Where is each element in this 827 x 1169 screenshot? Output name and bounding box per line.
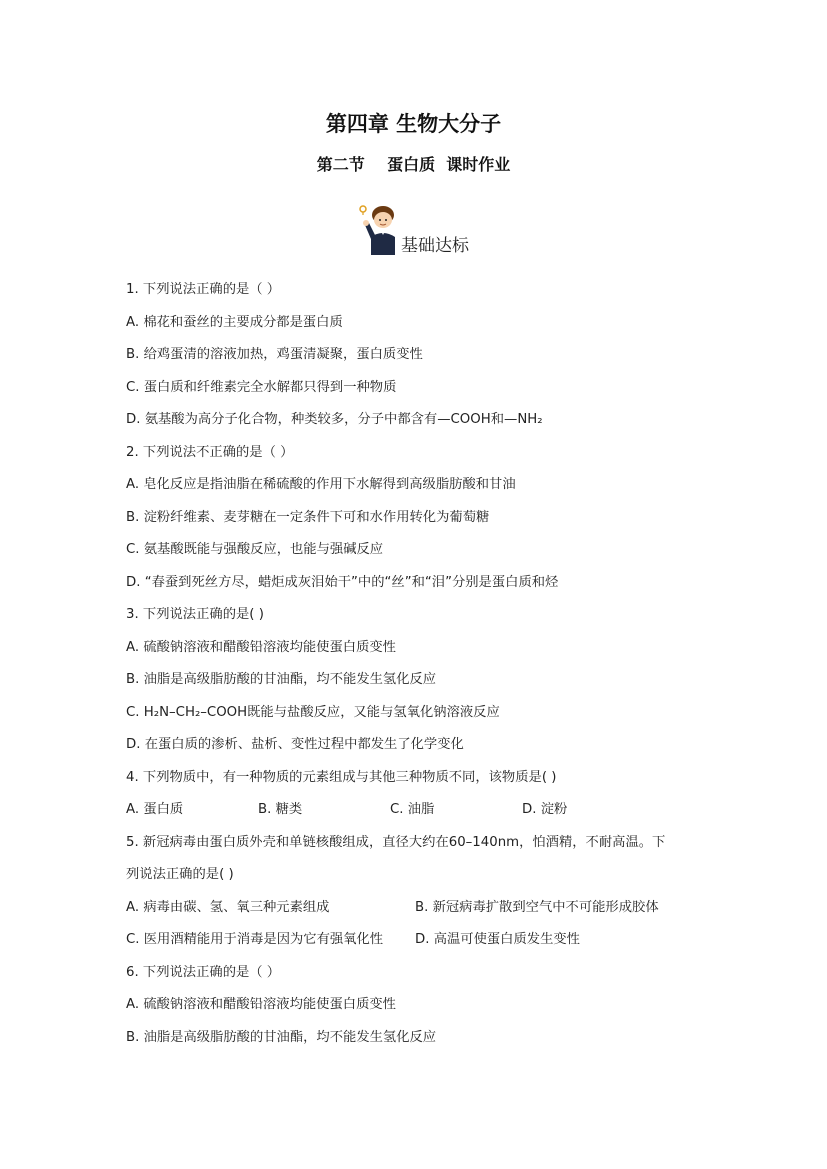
option: B. 糖类 [258, 802, 303, 817]
chapter-title: 第四章 生物大分子 [325, 111, 502, 136]
option: A. 硫酸钠溶液和醋酸铅溶液均能使蛋白质变性 [126, 997, 396, 1012]
option: C. 氨基酸既能与强酸反应，也能与强碱反应 [126, 542, 384, 557]
option: D. 在蛋白质的渗析、盐析、变性过程中都发生了化学变化 [126, 737, 464, 752]
option: C. 医用酒精能用于消毒是因为它有强氧化性 [126, 932, 384, 947]
basic-banner [355, 201, 495, 255]
question-stem: 1. 下列说法正确的是（ ） [126, 282, 281, 297]
section-subtitle: 第二节 蛋白质 课时作业 [316, 155, 511, 174]
option: A. 病毒由碳、氢、氧三种元素组成 [126, 899, 330, 915]
option: B. 给鸡蛋清的溶液加热，鸡蛋清凝聚，蛋白质变性 [126, 347, 423, 362]
option-row [126, 799, 726, 832]
question-stem: 5. 新冠病毒由蛋白质外壳和单链核酸组成，直径大约在60–140nm，怕酒精，不耐高温。下 [126, 834, 666, 850]
option: B. 油脂是高级脂肪酸的甘油酯，均不能发生氢化反应 [126, 1029, 437, 1045]
option: C. 蛋白质和纤维素完全水解都只得到一种物质 [126, 379, 397, 395]
banner-label: 基础达标 [401, 236, 469, 256]
question-stem: 6. 下列说法正确的是（ ） [126, 964, 281, 980]
question-stem: 3. 下列说法正确的是( ) [126, 607, 264, 622]
option: D. 氨基酸为高分子化合物，种类较多，分子中都含有—COOH和—NH₂ [126, 412, 543, 427]
option: B. 淀粉纤维素、麦芽糖在一定条件下可和水作用转化为葡萄糖 [126, 509, 490, 525]
option: B. 油脂是高级脂肪酸的甘油酯，均不能发生氢化反应 [126, 672, 437, 687]
option: C. H₂N–CH₂–COOH既能与盐酸反应，又能与氢氧化钠溶液反应 [126, 704, 500, 720]
option: A. 硫酸钠溶液和醋酸铅溶液均能使蛋白质变性 [126, 639, 396, 655]
option-row [126, 897, 726, 930]
option-row [126, 929, 726, 962]
option: A. 蛋白质 [126, 802, 184, 817]
option: D. “春蚕到死丝方尽，蜡炬成灰泪始干”中的“丝”和“泪”分别是蛋白质和烃 [126, 574, 559, 590]
question-stem: 2. 下列说法不正确的是（ ） [126, 444, 294, 460]
option: C. 油脂 [390, 802, 435, 817]
option: D. 淀粉 [522, 802, 568, 817]
option: A. 皂化反应是指油脂在稀硫酸的作用下水解得到高级脂肪酸和甘油 [126, 477, 516, 492]
question-stem-continued: 列说法正确的是( ) [126, 867, 234, 882]
question-list [126, 279, 726, 1059]
student-mascot-icon [355, 201, 405, 255]
question-stem: 4. 下列物质中，有一种物质的元素组成与其他三种物质不同，该物质是( ) [126, 769, 557, 785]
option: D. 高温可使蛋白质发生变性 [415, 932, 580, 947]
option: A. 棉花和蚕丝的主要成分都是蛋白质 [126, 314, 343, 330]
option: B. 新冠病毒扩散到空气中不可能形成胶体 [415, 899, 659, 915]
